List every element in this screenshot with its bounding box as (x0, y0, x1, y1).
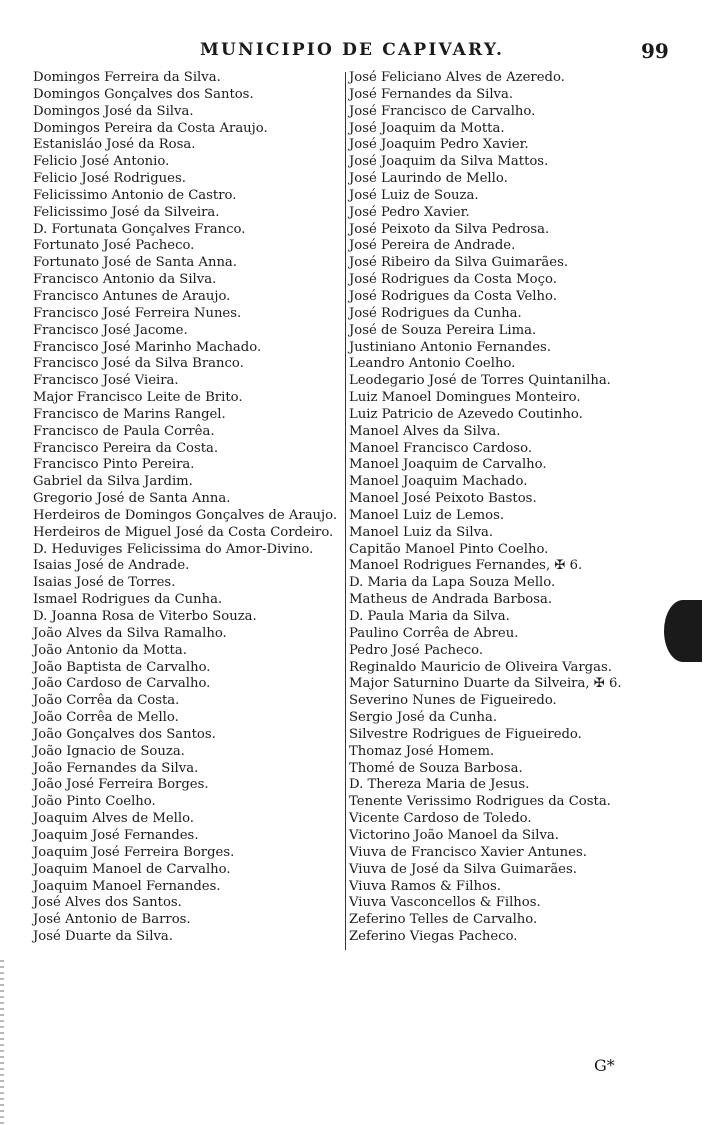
name-entry: Felicio José Antonio. (33, 154, 170, 170)
name-entry: João Fernandes da Silva. (33, 760, 199, 776)
name-entry: Tenente Verissimo Rodrigues da Costa. (349, 794, 611, 810)
name-entry: Pedro José Pacheco. (349, 642, 484, 658)
name-entry: João Antonio da Motta. (33, 642, 187, 658)
name-entry: D. Fortunata Gonçalves Franco. (33, 221, 246, 237)
name-entry: Felicio José Rodrigues. (33, 171, 186, 187)
name-entry: Capitão Manoel Pinto Coelho. (349, 541, 549, 557)
name-entry: Francisco Pereira da Costa. (33, 440, 219, 456)
name-entry: Joaquim José Ferreira Borges. (33, 844, 235, 860)
name-entry: Francisco José Marinho Machado. (33, 339, 262, 355)
name-entry: Vicente Cardoso de Toledo. (349, 811, 532, 827)
name-entry: José Joaquim da Motta. (349, 120, 505, 136)
name-entry: João Cardoso de Carvalho. (33, 676, 211, 692)
name-entry: D. Thereza Maria de Jesus. (349, 777, 530, 793)
name-entry: Gabriel da Silva Jardim. (33, 474, 193, 490)
signature-mark: G* (594, 1056, 615, 1075)
name-entry: Felicissimo Antonio de Castro. (33, 187, 237, 203)
name-entry: Justiniano Antonio Fernandes. (349, 339, 551, 355)
name-entry: José Duarte da Silva. (33, 929, 173, 945)
name-entry: Viuva Ramos & Filhos. (349, 878, 501, 894)
name-entry: Luiz Manoel Domingues Monteiro. (349, 390, 581, 406)
page-title: MUNICIPIO DE CAPIVARY. (200, 40, 505, 60)
name-entry: Francisco José Ferreira Nunes. (33, 305, 242, 321)
name-entry: Fortunato José de Santa Anna. (33, 255, 237, 271)
name-entry: Francisco José Jacome. (33, 322, 188, 338)
page-edge-blot (664, 600, 702, 662)
name-entry: Victorino João Manoel da Silva. (349, 827, 559, 843)
name-entry: José Rodrigues da Costa Velho. (349, 288, 557, 304)
name-entry: Severino Nunes de Figueiredo. (349, 693, 557, 709)
name-entry: Manoel Joaquim de Carvalho. (349, 457, 547, 473)
name-entry: José Pedro Xavier. (349, 204, 470, 220)
name-entry: Domingos José da Silva. (33, 103, 194, 119)
name-entry: Matheus de Andrada Barbosa. (349, 592, 553, 608)
name-entry: Francisco Pinto Pereira. (33, 457, 195, 473)
name-entry: João Gonçalves dos Santos. (33, 726, 216, 742)
name-entry: Major Saturnino Duarte da Silveira, ✠ 6. (349, 676, 622, 692)
name-entry: Manoel Luiz da Silva. (349, 524, 494, 540)
name-entry: Francisco de Paula Corrêa. (33, 423, 215, 439)
name-entry: João Corrêa da Costa. (33, 693, 180, 709)
name-entry: D. Joanna Rosa de Viterbo Souza. (33, 609, 257, 624)
name-entry: Manoel Francisco Cardoso. (349, 440, 533, 456)
name-entry: Leandro Antonio Coelho. (349, 356, 516, 372)
name-entry: José Ribeiro da Silva Guimarães. (349, 255, 569, 271)
name-entry: Luiz Patricio de Azevedo Coutinho. (349, 406, 583, 422)
page-edge-noise (0, 960, 4, 1125)
name-entry: João Corrêa de Mello. (33, 710, 179, 726)
name-entry: José Peixoto da Silva Pedrosa. (349, 221, 550, 237)
name-entry: José Luiz de Souza. (349, 187, 479, 203)
name-entry: José Feliciano Alves de Azeredo. (349, 70, 565, 85)
name-entry: Viuva de Francisco Xavier Antunes. (349, 844, 587, 860)
name-entry: Sergio José da Cunha. (349, 710, 498, 726)
name-entry: Reginaldo Mauricio de Oliveira Vargas. (349, 659, 612, 675)
name-entry: Major Francisco Leite de Brito. (33, 390, 243, 406)
name-entry: José Rodrigues da Cunha. (349, 305, 522, 321)
name-entry: Viuva Vasconcellos & Filhos. (349, 895, 541, 911)
name-entry: José Antonio de Barros. (33, 912, 191, 928)
name-entry: Francisco Antunes de Araujo. (33, 288, 231, 304)
name-entry: Estanisláo José da Rosa. (33, 137, 196, 153)
name-entry: Domingos Ferreira da Silva. (33, 70, 221, 85)
name-entry: Felicissimo José da Silveira. (33, 204, 220, 220)
name-entry: Manoel Joaquim Machado. (349, 474, 528, 490)
name-entry: Manoel José Peixoto Bastos. (349, 491, 537, 507)
name-entry: Viuva de José da Silva Guimarães. (349, 861, 577, 877)
page-number: 99 (641, 39, 669, 63)
name-entry: Silvestre Rodrigues de Figueiredo. (349, 726, 582, 742)
names-column-left (33, 70, 345, 946)
name-entry: José Laurindo de Mello. (349, 171, 508, 187)
name-entry: Manoel Alves da Silva. (349, 423, 501, 439)
name-entry: Zeferino Telles de Carvalho. (349, 912, 538, 928)
name-entry: João Pinto Coelho. (33, 794, 156, 810)
name-entry: José Fernandes da Silva. (349, 86, 514, 102)
name-entry: Isaias José de Andrade. (33, 558, 190, 574)
name-entry: D. Paula Maria da Silva. (349, 609, 510, 624)
name-entry: João Ignacio de Souza. (33, 743, 185, 759)
name-entry: José Alves dos Santos. (33, 895, 182, 911)
name-entry: D. Heduviges Felicissima do Amor-Divino. (33, 541, 314, 557)
name-entry: João Baptista de Carvalho. (33, 659, 211, 675)
name-entry: Gregorio José de Santa Anna. (33, 491, 231, 507)
name-entry: Isaias José de Torres. (33, 575, 176, 591)
name-entry: José de Souza Pereira Lima. (349, 322, 537, 338)
name-entry: João Alves da Silva Ramalho. (33, 625, 227, 641)
name-entry: Joaquim José Fernandes. (33, 827, 199, 843)
name-entry: José Joaquim da Silva Mattos. (349, 154, 549, 170)
name-entry: Joaquim Manoel Fernandes. (33, 878, 221, 894)
name-entry: Francisco José Vieira. (33, 373, 179, 389)
name-entry: Joaquim Alves de Mello. (33, 811, 194, 827)
name-entry: José Joaquim Pedro Xavier. (349, 137, 529, 153)
name-entry: Manoel Rodrigues Fernandes, ✠ 6. (349, 558, 583, 574)
name-entry: Herdeiros de Miguel José da Costa Cordeiro. (33, 524, 334, 540)
name-entry: Herdeiros de Domingos Gonçalves de Araujo. (33, 507, 338, 523)
column-divider (345, 72, 346, 950)
name-entry: Joaquim Manoel de Carvalho. (33, 861, 231, 877)
name-entry: José Pereira de Andrade. (349, 238, 516, 254)
name-entry: Domingos Gonçalves dos Santos. (33, 86, 254, 102)
name-entry: Thomé de Souza Barbosa. (349, 760, 523, 776)
name-entry: Domingos Pereira da Costa Araujo. (33, 120, 268, 136)
name-entry: João José Ferreira Borges. (33, 777, 209, 793)
name-entry: Zeferino Viegas Pacheco. (349, 929, 518, 945)
name-entry: Fortunato José Pacheco. (33, 238, 195, 254)
name-entry: Ismael Rodrigues da Cunha. (33, 592, 223, 608)
name-entry: Francisco José da Silva Branco. (33, 356, 244, 372)
name-entry: José Rodrigues da Costa Moço. (349, 272, 557, 288)
name-entry: Manoel Luiz de Lemos. (349, 507, 505, 523)
name-entry: D. Maria da Lapa Souza Mello. (349, 575, 556, 591)
name-entry: Leodegario José de Torres Quintanilha. (349, 373, 611, 389)
name-entry: Francisco de Marins Rangel. (33, 406, 226, 422)
name-entry: Francisco Antonio da Silva. (33, 272, 217, 288)
names-column-right (349, 70, 649, 946)
name-entry: Thomaz José Homem. (349, 743, 495, 759)
name-entry: José Francisco de Carvalho. (349, 103, 536, 119)
name-entry: Paulino Corrêa de Abreu. (349, 625, 519, 641)
